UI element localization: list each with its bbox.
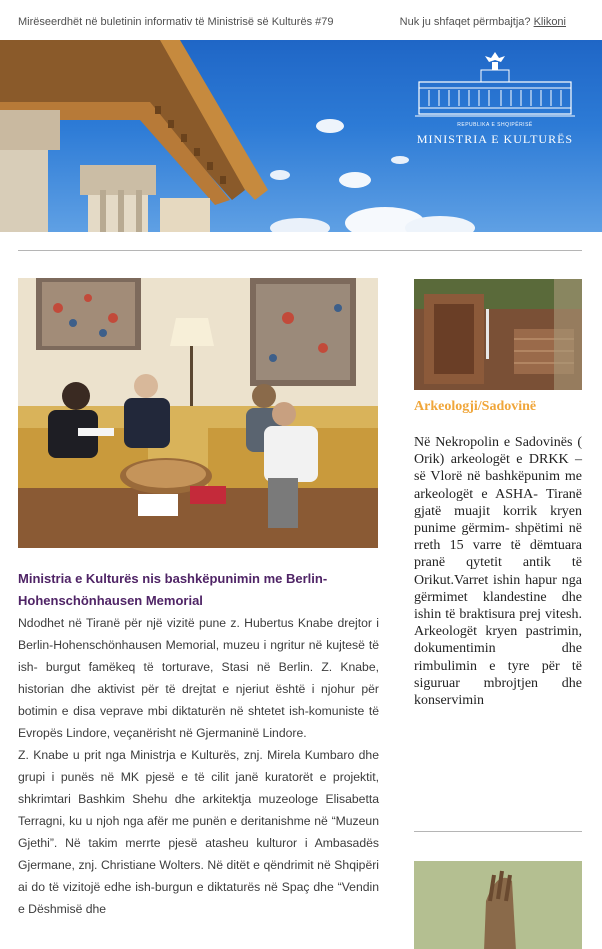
main-article-paragraph: Ndodhet në Tiranë për një vizitë pune z. Hubertus Knabe drejtor i Berlin-Hohenschönhausen Memorial, muzeu i ngritur në kujtesë të ish- burgut famëkeq të torturave, Stasi në Berlin. Z. Knabe, historian dhe aktivist për të drejtat e njeriut është i njohur për botimin e disa veprave mbi diktaturën në shtetet ish-komuniste të Evropës Lindore, veçanërisht në Gjermaninë Lindore. xyxy=(18,616,379,740)
main-article-paragraph: Z. Knabe u prit nga Ministrja e Kulturës, znj. Mirela Kumbaro dhe grupi i punës në MK pjesë e të cilit janë kuratorët e projektit, shkrimtari Bashkim Shehu dhe arkitektja muzeologe Elisabetta Terragni, ku u njoh nga afër me punën e deritanishme në “Muzeun Gjethi”. Në takim merrte pjesë atasheu kulturor i Ambasadës Gjermane, znj. Christiane Wolters. Në ditët e qëndrimit në Shqipëri ai do të vizitojë edhe ish-burgun e diktaturës në Spaç dhe “Vendin e Dëshmisë dhe xyxy=(18,748,379,916)
view-online-link[interactable]: Klikoni xyxy=(533,16,566,28)
main-article-body xyxy=(18,612,379,920)
header-banner xyxy=(0,40,602,232)
view-online-text: Nuk ju shfaqet përmbajtja? xyxy=(399,16,534,28)
sculpture-photo xyxy=(414,861,582,949)
side-article-title[interactable]: Arkeologji/Sadovinë xyxy=(414,399,537,414)
meeting-photo xyxy=(18,278,378,548)
divider xyxy=(18,250,582,251)
logo-title: MINISTRIA E KULTURËS xyxy=(416,132,574,146)
logo-subtitle: REPUBLIKA E SHQIPËRISË xyxy=(457,122,533,128)
ministry-building-icon xyxy=(415,50,575,122)
newsletter-welcome-text: Mirëseerdhët në buletinin informativ të Ministrisë së Kulturës #79 xyxy=(18,16,334,28)
main-article-title[interactable]: Ministria e Kulturës nis bashkëpunimin me Berlin-Hohenschönhausen Memorial xyxy=(18,571,328,608)
side-divider xyxy=(414,831,582,832)
side-article-body: Në Nekropolin e Sadovinës ( Orik) arkeologët e DRKK – së Vlorë në bashkëpunim me arkeologët e ASHA- Tiranë gjatë muajit korrik kryen punime gërmim- shpëtimi në rreth 15 varre të dëmtuara pranë qytetit antik të Orikut.Varret ishin hapur nga gërmimet klandestine dhe ishin të braktisura prej vitesh. Arkeologët kryen pastrimin, dokumentimin dhe rimbulimin e tyre për të siguruar mbrojtjen dhe konservimin xyxy=(414,435,582,709)
excavation-photo xyxy=(414,279,582,390)
view-online-prompt xyxy=(400,16,566,28)
preheader xyxy=(0,0,602,40)
ministry-logo[interactable] xyxy=(415,50,575,160)
